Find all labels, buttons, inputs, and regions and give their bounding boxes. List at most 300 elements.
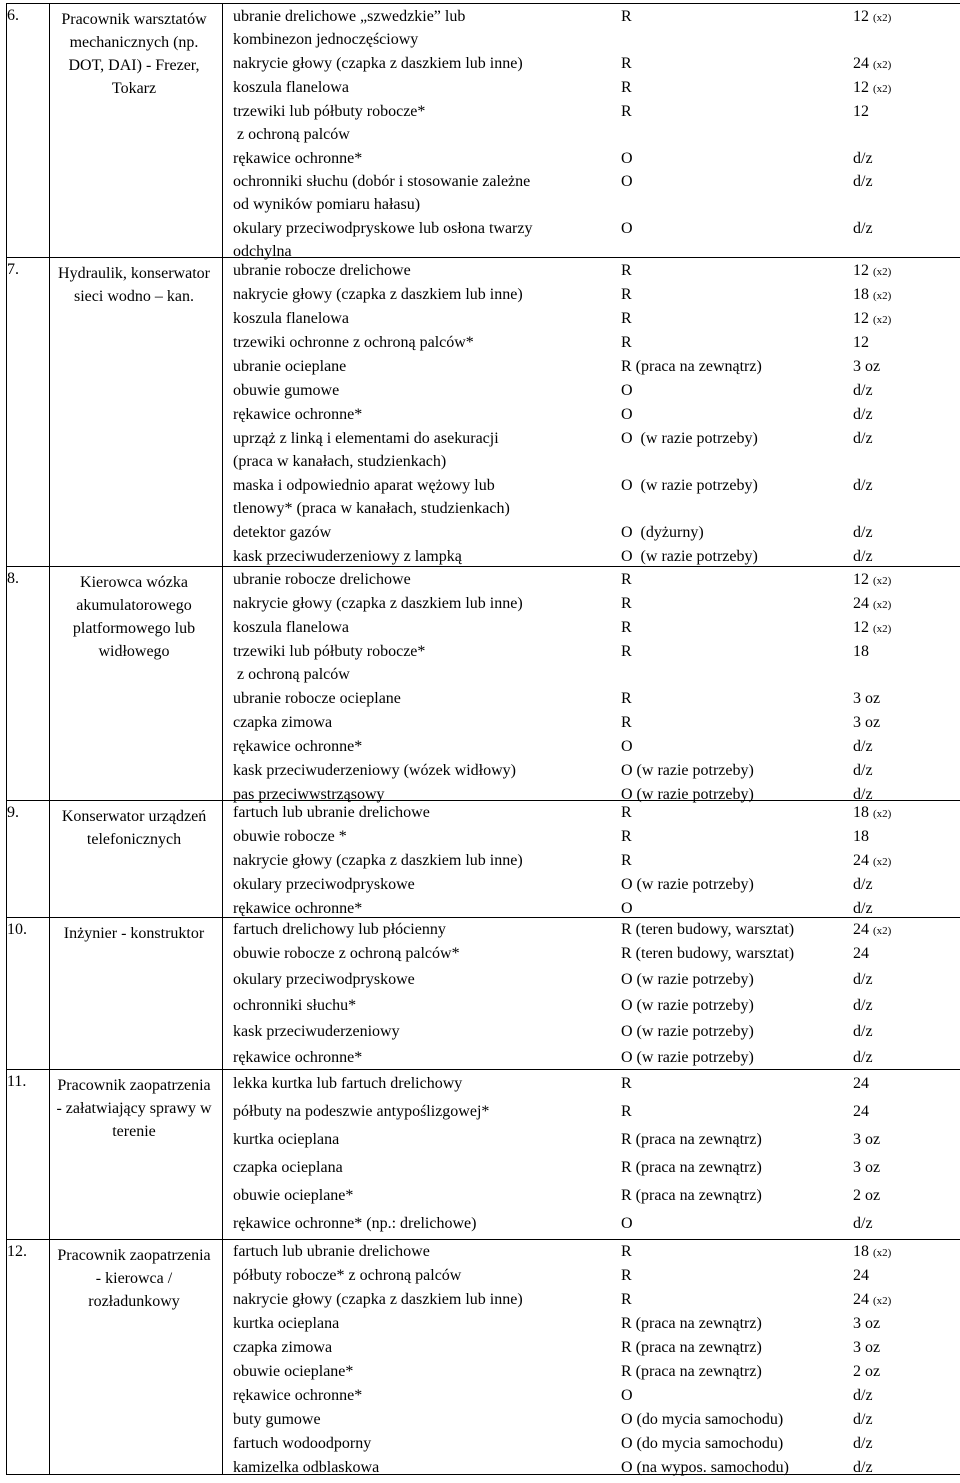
equipment-item xyxy=(223,877,960,900)
item-name-line: kask przeciwuderzeniowy xyxy=(233,1023,400,1040)
period-value: 3 oz xyxy=(853,1159,881,1176)
item-type: O (w razie potrzeby) xyxy=(621,430,758,447)
item-period xyxy=(853,56,960,72)
equipment-item xyxy=(223,383,960,406)
item-name xyxy=(223,572,621,588)
period-value: 24 xyxy=(853,852,869,869)
item-period xyxy=(853,1412,960,1428)
equipment-item xyxy=(223,739,960,762)
item-type: R xyxy=(621,310,632,327)
period-value: d/z xyxy=(853,220,873,237)
period-value: 12 xyxy=(853,310,869,327)
item-period xyxy=(853,972,960,988)
item-name xyxy=(223,691,621,707)
equipment-item xyxy=(223,1412,960,1435)
equipment-table xyxy=(6,3,960,1475)
item-name xyxy=(223,549,621,565)
item-name-line: ubranie robocze drelichowe xyxy=(233,262,411,279)
period-value: d/z xyxy=(853,406,873,423)
period-value: 18 xyxy=(853,828,869,845)
item-name-line: uprząż z linką i elementami do asekuracji xyxy=(233,430,499,447)
period-value: 24 xyxy=(853,595,869,612)
item-type: R xyxy=(621,103,632,120)
item-name-line: fartuch wodoodporny xyxy=(233,1435,372,1452)
equipment-item xyxy=(223,1292,960,1315)
item-type: O (w razie potrzeby) xyxy=(621,1049,754,1066)
item-type: R xyxy=(621,571,632,588)
item-name-line-2: z ochroną palców xyxy=(233,666,350,683)
item-type: R xyxy=(621,1075,632,1092)
role-cell xyxy=(50,1240,223,1475)
item-period xyxy=(853,478,960,494)
equipment-item xyxy=(223,998,960,1021)
quantity-multiplier: (x2) xyxy=(873,623,892,635)
period-value: 12 xyxy=(853,571,869,588)
item-type: O (w razie potrzeby) xyxy=(621,997,754,1014)
item-type: O xyxy=(621,900,633,917)
item-period xyxy=(853,763,960,779)
item-period xyxy=(853,383,960,399)
item-period xyxy=(853,691,960,707)
group-number: 8. xyxy=(7,570,19,587)
number-cell xyxy=(7,258,50,567)
item-type: O (w razie potrzeby) xyxy=(621,786,754,803)
item-period xyxy=(853,1364,960,1380)
item-name-line: obuwie robocze z ochroną palców* xyxy=(233,945,460,962)
item-name xyxy=(223,478,621,517)
job-title: Pracownik warsztatów mechanicznych (np. DOT, DAI) - Frezer, Tokarz xyxy=(61,11,207,97)
period-value: 3 oz xyxy=(853,714,881,731)
job-title: Konserwator urządzeń telefonicznych xyxy=(61,808,207,848)
item-name xyxy=(223,763,621,779)
item-period xyxy=(853,525,960,541)
equipment-table-body xyxy=(7,4,960,1475)
item-name xyxy=(223,1364,621,1380)
item-name-line: fartuch lub ubranie drelichowe xyxy=(233,804,430,821)
item-type: O xyxy=(621,150,633,167)
item-type: R (praca na zewnątrz) xyxy=(621,358,762,375)
equipment-item xyxy=(223,1436,960,1459)
period-value: d/z xyxy=(853,430,873,447)
item-name-line: nakrycie głowy (czapka z daszkiem lub inne) xyxy=(233,1291,523,1308)
item-name-line-2: odchylna xyxy=(233,243,292,260)
item-name xyxy=(223,901,621,917)
item-type: O xyxy=(621,220,633,237)
item-name-line: nakrycie głowy (czapka z daszkiem lub inne) xyxy=(233,595,523,612)
period-value: 24 xyxy=(853,1075,869,1092)
item-period xyxy=(853,1316,960,1332)
period-value: 3 oz xyxy=(853,1315,881,1332)
item-name xyxy=(223,1132,621,1148)
item-type: O xyxy=(621,406,633,423)
equipment-item xyxy=(223,715,960,738)
item-type: R xyxy=(621,828,632,845)
item-period xyxy=(853,739,960,755)
item-name xyxy=(223,431,621,470)
item-name xyxy=(223,287,621,303)
period-value: 18 xyxy=(853,804,869,821)
item-type: R xyxy=(621,714,632,731)
item-name-line: pas przeciwwstrząsowy xyxy=(233,786,385,803)
item-period xyxy=(853,311,960,327)
item-period xyxy=(853,104,960,120)
item-period xyxy=(853,946,960,962)
item-name-line: trzewiki ochronne z ochroną palców* xyxy=(233,334,474,351)
item-name-line: fartuch drelichowy lub płócienny xyxy=(233,921,446,938)
quantity-multiplier: (x2) xyxy=(873,856,892,868)
equipment-item xyxy=(223,287,960,310)
items-cell xyxy=(223,567,960,801)
item-period xyxy=(853,1104,960,1120)
item-name-line: kask przeciwuderzeniowy z lampką xyxy=(233,548,462,565)
item-name-line: trzewiki lub półbuty robocze* xyxy=(233,643,426,660)
group-row xyxy=(7,4,960,258)
item-name-line: rękawice ochronne* xyxy=(233,150,363,167)
item-name-line: ubranie ocieplane xyxy=(233,358,347,375)
equipment-item xyxy=(223,620,960,643)
equipment-item xyxy=(223,1104,960,1127)
equipment-item xyxy=(223,478,960,524)
period-value: d/z xyxy=(853,1215,873,1232)
item-type: R xyxy=(621,804,632,821)
group-number: 6. xyxy=(7,7,19,24)
period-value: 24 xyxy=(853,1267,869,1284)
period-value: 2 oz xyxy=(853,1363,881,1380)
item-type: O (do mycia samochodu) xyxy=(621,1411,784,1428)
item-type: O (w razie potrzeby) xyxy=(621,762,754,779)
item-type: O (w razie potrzeby) xyxy=(621,876,754,893)
group-row xyxy=(7,918,960,1070)
item-period xyxy=(853,853,960,869)
role-cell xyxy=(50,918,223,1070)
equipment-item xyxy=(223,1216,960,1239)
equipment-item xyxy=(223,56,960,79)
period-value: d/z xyxy=(853,1435,873,1452)
item-period xyxy=(853,1388,960,1404)
period-value: 18 xyxy=(853,286,869,303)
group-row xyxy=(7,1240,960,1475)
item-type: R xyxy=(621,619,632,636)
equipment-item xyxy=(223,525,960,548)
item-period xyxy=(853,1268,960,1284)
equipment-item xyxy=(223,104,960,150)
item-name xyxy=(223,525,621,541)
item-type: O (do mycia samochodu) xyxy=(621,1435,784,1452)
number-cell xyxy=(7,918,50,1070)
item-period xyxy=(853,877,960,893)
item-type: O xyxy=(621,173,633,190)
role-cell xyxy=(50,4,223,258)
item-name xyxy=(223,80,621,96)
item-name xyxy=(223,9,621,48)
item-type: R (teren budowy, warsztat) xyxy=(621,945,795,962)
item-period xyxy=(853,998,960,1014)
item-name-line: ochronniki słuchu* xyxy=(233,997,357,1014)
period-value: d/z xyxy=(853,150,873,167)
item-name xyxy=(223,1412,621,1428)
quantity-multiplier: (x2) xyxy=(873,599,892,611)
item-period xyxy=(853,80,960,96)
role-cell xyxy=(50,258,223,567)
equipment-item xyxy=(223,1188,960,1211)
equipment-item xyxy=(223,763,960,786)
equipment-item xyxy=(223,596,960,619)
period-value: 12 xyxy=(853,334,869,351)
item-name xyxy=(223,104,621,143)
equipment-item xyxy=(223,407,960,430)
quantity-multiplier: (x2) xyxy=(873,575,892,587)
item-type: R xyxy=(621,286,632,303)
item-type: R xyxy=(621,8,632,25)
item-name-line: koszula flanelowa xyxy=(233,619,349,636)
item-name-line: czapka zimowa xyxy=(233,714,333,731)
item-name-line: kask przeciwuderzeniowy (wózek widłowy) xyxy=(233,762,517,779)
period-value: d/z xyxy=(853,738,873,755)
item-period xyxy=(853,829,960,845)
period-value: 12 xyxy=(853,103,869,120)
item-type: R xyxy=(621,334,632,351)
period-value: d/z xyxy=(853,876,873,893)
job-title: Hydraulik, konserwator sieci wodno – kan. xyxy=(58,265,210,305)
item-name-line: nakrycie głowy (czapka z daszkiem lub inne) xyxy=(233,55,523,72)
role-cell xyxy=(50,801,223,918)
item-name-line: kurtka ocieplana xyxy=(233,1315,340,1332)
item-name-line: fartuch lub ubranie drelichowe xyxy=(233,1243,430,1260)
item-type: R xyxy=(621,55,632,72)
equipment-item xyxy=(223,1244,960,1267)
item-period xyxy=(853,407,960,423)
item-name-line: okulary przeciwodpryskowe xyxy=(233,971,415,988)
group-number: 9. xyxy=(7,804,19,821)
item-name-line: rękawice ochronne* xyxy=(233,738,363,755)
item-name xyxy=(223,715,621,731)
item-name xyxy=(223,1216,621,1232)
item-name xyxy=(223,1436,621,1452)
item-name-line: obuwie ocieplane* xyxy=(233,1187,354,1204)
period-value: 12 xyxy=(853,8,869,25)
item-type: O (w razie potrzeby) xyxy=(621,477,758,494)
period-value: 24 xyxy=(853,945,869,962)
item-name-line: ubranie robocze drelichowe xyxy=(233,571,411,588)
period-value: d/z xyxy=(853,1459,873,1476)
period-value: 3 oz xyxy=(853,690,881,707)
item-period xyxy=(853,1244,960,1260)
item-period xyxy=(853,1132,960,1148)
item-name-line: ubranie robocze ocieplane xyxy=(233,690,401,707)
quantity-multiplier: (x2) xyxy=(873,12,892,24)
item-type: O (w razie potrzeby) xyxy=(621,971,754,988)
item-name xyxy=(223,174,621,213)
item-name-line: czapka zimowa xyxy=(233,1339,333,1356)
item-name xyxy=(223,359,621,375)
item-name-line: koszula flanelowa xyxy=(233,79,349,96)
item-name xyxy=(223,1460,621,1476)
equipment-item xyxy=(223,946,960,969)
quantity-multiplier: (x2) xyxy=(873,266,892,278)
items-cell xyxy=(223,1240,960,1475)
item-period xyxy=(853,1436,960,1452)
item-period xyxy=(853,359,960,375)
equipment-item xyxy=(223,359,960,382)
item-name-line: buty gumowe xyxy=(233,1411,321,1428)
period-value: 18 xyxy=(853,1243,869,1260)
item-period xyxy=(853,596,960,612)
period-value: d/z xyxy=(853,786,873,803)
item-name-line: okulary przeciwodpryskowe lub osłona twarzy xyxy=(233,220,533,237)
item-name xyxy=(223,1388,621,1404)
equipment-item xyxy=(223,922,960,945)
item-name xyxy=(223,1076,621,1092)
item-type: R xyxy=(621,690,632,707)
item-type: R (praca na zewnątrz) xyxy=(621,1187,762,1204)
equipment-item xyxy=(223,1388,960,1411)
item-period xyxy=(853,9,960,25)
item-name-line: okulary przeciwodpryskowe xyxy=(233,876,415,893)
item-name-line: kamizelka odblaskowa xyxy=(233,1459,380,1476)
item-period xyxy=(853,1216,960,1232)
period-value: d/z xyxy=(853,548,873,565)
item-period xyxy=(853,620,960,636)
equipment-item xyxy=(223,829,960,852)
item-name-line: ochronniki słuchu (dobór i stosowanie zależne xyxy=(233,173,531,190)
item-type: O xyxy=(621,738,633,755)
item-name-line-2: (praca w kanałach, studzienkach) xyxy=(233,453,447,470)
period-value: 3 oz xyxy=(853,358,881,375)
item-name xyxy=(223,1340,621,1356)
item-name-line: nakrycie głowy (czapka z daszkiem lub inne) xyxy=(233,852,523,869)
item-name-line-2: od wyników pomiaru hałasu) xyxy=(233,196,421,213)
item-name-line: półbuty na podeszwie antypoślizgowej* xyxy=(233,1103,490,1120)
equipment-item xyxy=(223,805,960,828)
period-value: d/z xyxy=(853,382,873,399)
equipment-item xyxy=(223,80,960,103)
period-value: d/z xyxy=(853,971,873,988)
item-name-line: rękawice ochronne* xyxy=(233,1387,363,1404)
item-name-line-2: tlenowy* (praca w kanałach, studzienkach) xyxy=(233,500,510,517)
equipment-item xyxy=(223,691,960,714)
item-period xyxy=(853,644,960,660)
period-value: 3 oz xyxy=(853,1131,881,1148)
period-value: 24 xyxy=(853,55,869,72)
item-name xyxy=(223,221,621,260)
number-cell xyxy=(7,801,50,918)
period-value: 12 xyxy=(853,262,869,279)
item-name-line: maska i odpowiednio aparat wężowy lub xyxy=(233,477,495,494)
period-value: 2 oz xyxy=(853,1187,881,1204)
item-name xyxy=(223,1024,621,1040)
group-number: 11. xyxy=(7,1073,27,1090)
equipment-item xyxy=(223,572,960,595)
items-cell xyxy=(223,4,960,258)
period-value: d/z xyxy=(853,477,873,494)
item-name xyxy=(223,1160,621,1176)
item-period xyxy=(853,1024,960,1040)
equipment-item xyxy=(223,174,960,220)
item-period xyxy=(853,549,960,565)
item-period xyxy=(853,335,960,351)
item-name xyxy=(223,56,621,72)
item-period xyxy=(853,572,960,588)
group-number: 7. xyxy=(7,261,19,278)
item-name-line: detektor gazów xyxy=(233,524,332,541)
item-name xyxy=(223,383,621,399)
item-period xyxy=(853,431,960,447)
item-period xyxy=(853,805,960,821)
period-value: d/z xyxy=(853,1049,873,1066)
item-name xyxy=(223,335,621,351)
item-type: R xyxy=(621,1243,632,1260)
item-period xyxy=(853,1076,960,1092)
job-title: Pracownik zaopatrzenia - załatwiający sprawy w terenie xyxy=(56,1077,212,1140)
item-name xyxy=(223,829,621,845)
item-name-line: ubranie drelichowe „szwedzkie” lub xyxy=(233,8,466,25)
period-value: 18 xyxy=(853,643,869,660)
group-row xyxy=(7,258,960,567)
item-name-line: obuwie robocze * xyxy=(233,828,347,845)
item-name xyxy=(223,739,621,755)
job-title: Kierowca wózka akumulatorowego platformowego lub widłowego xyxy=(72,574,196,660)
period-value: 12 xyxy=(853,619,869,636)
item-name xyxy=(223,972,621,988)
item-type: R (teren budowy, warsztat) xyxy=(621,921,795,938)
number-cell xyxy=(7,1240,50,1475)
role-cell xyxy=(50,1070,223,1240)
item-name xyxy=(223,1188,621,1204)
item-name xyxy=(223,620,621,636)
item-period xyxy=(853,1460,960,1476)
period-value: d/z xyxy=(853,1023,873,1040)
item-type: O (dyżurny) xyxy=(621,524,704,541)
equipment-item xyxy=(223,1268,960,1291)
number-cell xyxy=(7,1070,50,1240)
item-period xyxy=(853,901,960,917)
item-name xyxy=(223,151,621,167)
item-period xyxy=(853,1340,960,1356)
quantity-multiplier: (x2) xyxy=(873,808,892,820)
item-name-line-2: kombinezon jednoczęściowy xyxy=(233,31,419,48)
job-title: Pracownik zaopatrzenia - kierowca / rozładunkowy xyxy=(57,1247,211,1310)
equipment-item xyxy=(223,1160,960,1183)
item-name xyxy=(223,922,621,938)
equipment-item xyxy=(223,311,960,334)
item-period xyxy=(853,1160,960,1176)
item-type: R (praca na zewnątrz) xyxy=(621,1159,762,1176)
item-period xyxy=(853,287,960,303)
period-value: d/z xyxy=(853,524,873,541)
item-name-line: koszula flanelowa xyxy=(233,310,349,327)
item-period xyxy=(853,263,960,279)
quantity-multiplier: (x2) xyxy=(873,290,892,302)
item-type: O xyxy=(621,1387,633,1404)
number-cell xyxy=(7,4,50,258)
quantity-multiplier: (x2) xyxy=(873,1295,892,1307)
item-type: R xyxy=(621,262,632,279)
item-name-line: czapka ocieplana xyxy=(233,1159,343,1176)
item-name-line: półbuty robocze* z ochroną palców xyxy=(233,1267,462,1284)
equipment-item xyxy=(223,972,960,995)
item-name-line: trzewiki lub półbuty robocze* xyxy=(233,103,426,120)
item-type: R (praca na zewnątrz) xyxy=(621,1363,762,1380)
item-name-line: obuwie ocieplane* xyxy=(233,1363,354,1380)
equipment-item xyxy=(223,335,960,358)
group-number: 10. xyxy=(7,921,27,938)
period-value: d/z xyxy=(853,997,873,1014)
quantity-multiplier: (x2) xyxy=(873,925,892,937)
item-name-line: obuwie gumowe xyxy=(233,382,340,399)
role-cell xyxy=(50,567,223,801)
item-name xyxy=(223,853,621,869)
quantity-multiplier: (x2) xyxy=(873,59,892,71)
